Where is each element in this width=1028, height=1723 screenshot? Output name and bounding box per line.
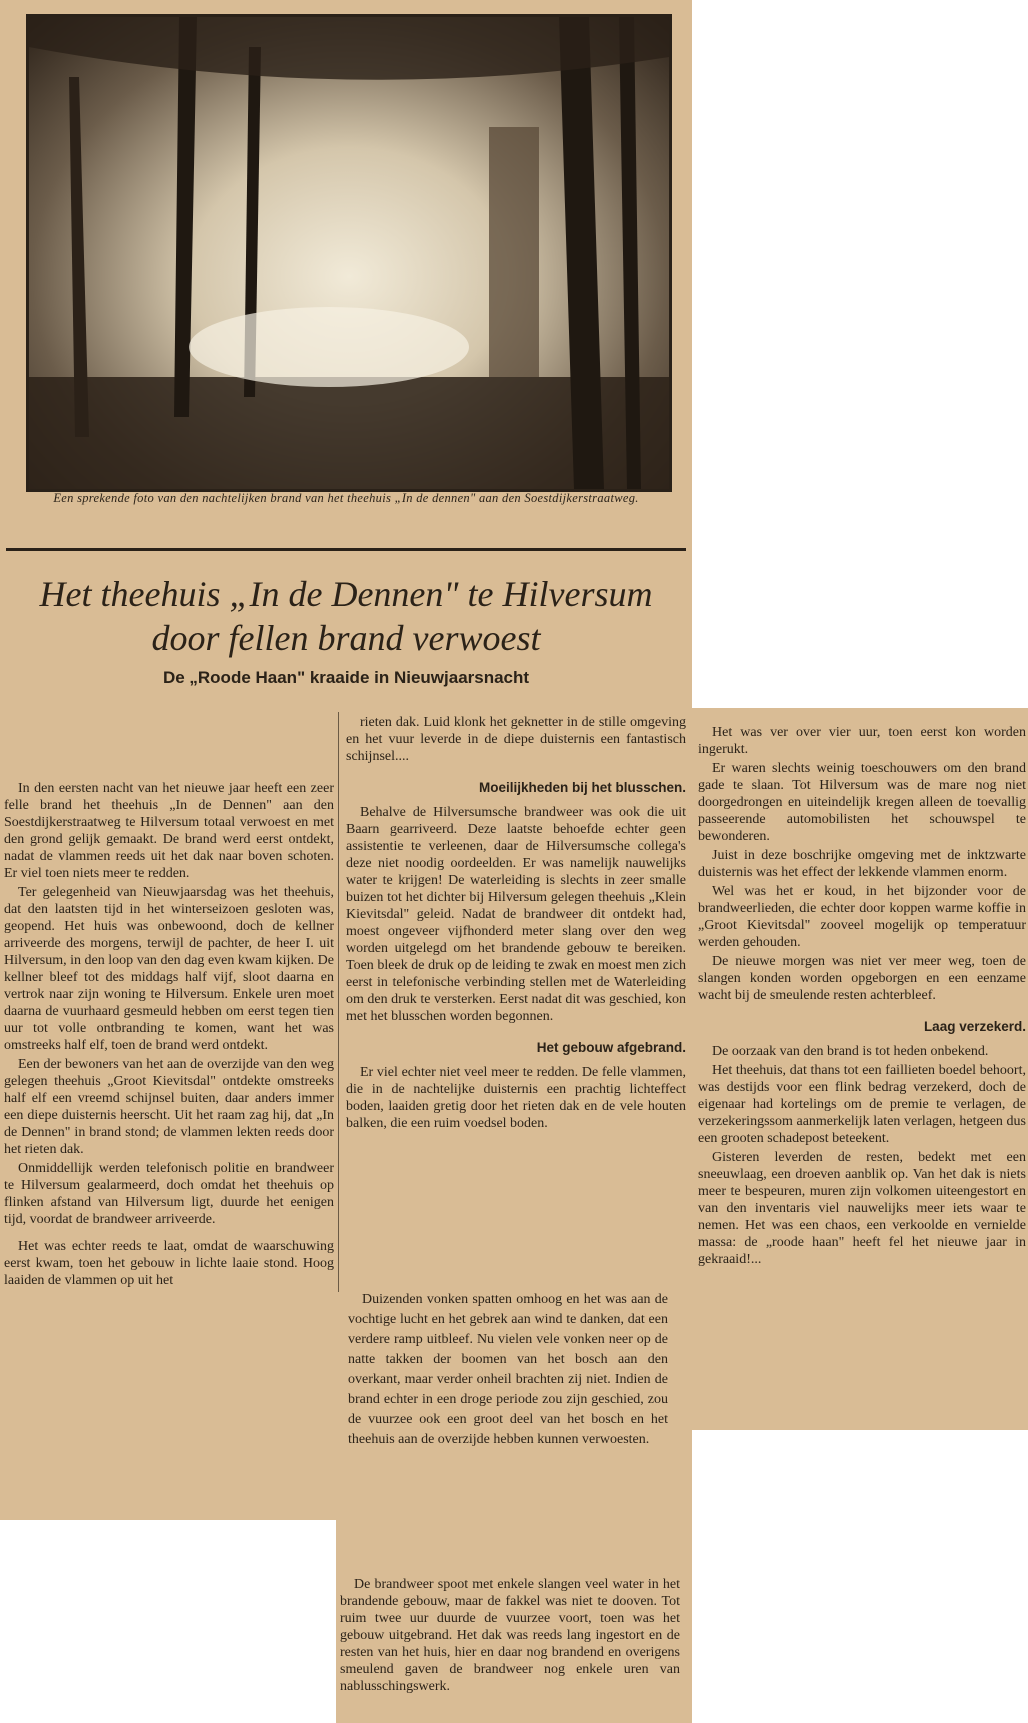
col3-heading: Laag verzekerd. [923,1019,1026,1034]
col2-paragraph: De brandweer spoot met enkele slangen veel water in het brandende gebouw, maar de fakkel was niet te dooven. Tot ruim twee uur duurde de vuurzee voort, toen was het gebouw uitgebrand. Het dak was reeds lang ingestort en de resten van het huis, hier en daar nog brandend en overigens smeulend gaven de brandweer nog enkele uren van nablusschingswerk. [340,1577,680,1694]
fire-photo [26,14,672,492]
col3-paragraph: Het theehuis, dat thans tot een faillieten boedel behoort, was destijds voor een flink bedrag verzekerd, doch de eigenaar had kortelings om de premie te verlagen, de verzekeringssom aanmerkelijk laten verlagen, hetgeen dus een grooten schadepost beteekent. [698,1063,1026,1146]
col2-heading-2: Het gebouw afgebrand. [536,1040,686,1055]
headline-rule [6,548,686,551]
col1-paragraph: In den eersten nacht van het nieuwe jaar heeft een zeer felle brand het theehuis „In de Dennen" aan den Soestdijkerstraatweg te Hilversum totaal verwoest en met den grond gelijk gemaakt. De brand werd eerst ontdekt, nadat de vlammen reeds uit het dak naar boven schoten. Er viel toen niets meer te redden. [4,781,334,881]
column-2-bottom [340,1576,680,1697]
col2-paragraph: Er viel echter niet veel meer te redden. De felle vlammen, die in de nachtelijke duisternis een prachtig lichteffect boden, laaiden gretig door het rieten dak en de vele houten balken, die een ruim voedsel boden. [346,1065,686,1131]
headline-line1: Het theehuis „In de Dennen" te Hilversum [39,574,653,614]
fire-photo-illustration [29,17,669,489]
col3-paragraph: De oorzaak van den brand is tot heden onbekend. [712,1044,989,1059]
col3-paragraph: Juist in deze boschrijke omgeving met de inktzwarte duisternis was het effect der lekkende vlammen enorm. [698,848,1026,880]
col3-paragraph: De nieuwe morgen was niet ver meer weg, toen de slangen konden worden opgeborgen en een eenzame wacht bij de smeulende resten achterbleef. [698,954,1026,1003]
column-2 [346,714,686,1134]
col2-paragraph: Behalve de Hilversumsche brandweer was ook die uit Baarn gearriveerd. Deze laatste behoefde echter geen assistentie te verleenen, daar de Hilversumsche collega's deze niet noodig oordeelden. Er was namelijk nauwelijks water te krijgen! De waterleiding is slechts in zeer smalle buizen tot het dichter bij Hilversum gelegen theehuis „Klein Kievitsdal" geleid. Nadat de brandweer dit ontdekt had, moest ongeveer vijfhonderd meter slang over den weg worden uitgelegd om het brandende gebouw te bereiken. Toen bleek de druk op de leiding te zwak en moest men zich eerst in telefonische verbinding stellen met de Waterleiding om den druk te versterken. Eerst nadat dit was geschied, kon met het blusschen worden begonnen. [346,805,686,1024]
col3-paragraph: Het was ver over vier uur, toen eerst kon worden ingerukt. [698,725,1026,757]
subheadline: De „Roode Haan" kraaide in Nieuwjaarsnacht [162,668,530,687]
col2-paragraph: Duizenden vonken spatten omhoog en het was aan de vochtige lucht en het gebrek aan wind te danken, dat een verdere ramp uitbleef. Nu vielen vele vonken neer op de natte takken der boomen van het bosch aan den overkant, maar verder onheil brachten zij niet. Indien de brand echter in een droge periode zou zijn geschied, zou de vuurzee ook een groot deel van het bosch en het theehuis aan de overzijde hebben kunnen verwoesten. [348,1292,668,1447]
column-3 [698,724,1026,1270]
col1-paragraph: Onmiddellijk werden telefonisch politie en brandweer te Hilversum gealarmeerd, doch omdat het theehuis op flinken afstand van Hilversum ligt, duurde het eenigen tijd, voordat de brandweer arriveerde. [4,1161,334,1227]
col2-intro: rieten dak. Luid klonk het geknetter in de stille omgeving en het vuur leverde in de diepe duisternis een fantastisch schijnsel.... [346,715,686,764]
column-2-continued [348,1290,668,1452]
col3-paragraph: Wel was het er koud, in het bijzonder voor de brandweerlieden, die echter door koppen warme koffie in „Groot Kievitsdal" zooveel mogelijk op temperatuur werden gehouden. [698,884,1026,950]
headline-line2: door fellen brand verwoest [151,618,541,658]
col3-paragraph: Er waren slechts weinig toeschouwers om den brand gade te slaan. Tot Hilversum was de mare nog niet doorgedrongen en uiteindelijk kregen alleen de toevallig passeerende automobilisten het schouwspel te bewonderen. [698,761,1026,844]
col1-paragraph: Het was echter reeds te laat, omdat de waarschuwing eerst kwam, toen het gebouw in lichte laaie stond. Hoog laaiden de vlammen op uit het [4,1239,334,1288]
column-divider [338,712,339,1292]
col1-paragraph: Een der bewoners van het aan de overzijde van den weg gelegen theehuis „Groot Kievitsdal" ontdekte omstreeks half elf een vreemd schijnsel buiten, daar anders immer een diepe duisternis heerscht. Uit het raam zag hij, dat „In de Dennen" in brand stond; de vlammen lekten reeds door het rieten dak. [4,1057,334,1157]
column-1 [4,780,334,1291]
col2-heading-1: Moeilijkheden bij het blusschen. [478,780,686,795]
photo-caption: Een sprekende foto van den nachtelijken brand van het theehuis „In de dennen" aan den Soestdijkerstraatweg. [53,491,639,505]
col1-paragraph: Ter gelegenheid van Nieuwjaarsdag was het theehuis, dat den laatsten tijd in het winterseizoen gesloten was, geopend. Het huis was onbewoond, doch de kellner arriveerde des morgens, terwijl de pachter, de heer I. uit Hilversum, in den loop van den dag even kwam kijken. De kellner bleef tot des middags half vijf, sloot daarna en vertrok naar zijn woning te Hilversum. Enkele uren moet daarna de vuurhaard gesmeuld hebben om eerst tegen tien uur tot volle ontbranding te komen, want het was omstreeks half elf, toen de brand werd ontdekt. [4,885,334,1053]
col3-paragraph: Gisteren leverden de resten, bedekt met een sneeuwlaag, een droeven aanblik op. Van het dak is niets meer te bespeuren, muren zijn volkomen uiteengestort en van den inventaris viel nauwelijks meer iets waar te nemen. Het was een chaos, een verkoolde en vernielde massa: de „roode haan" heeft fel het nieuwe jaar in gekraaid!... [698,1150,1026,1267]
